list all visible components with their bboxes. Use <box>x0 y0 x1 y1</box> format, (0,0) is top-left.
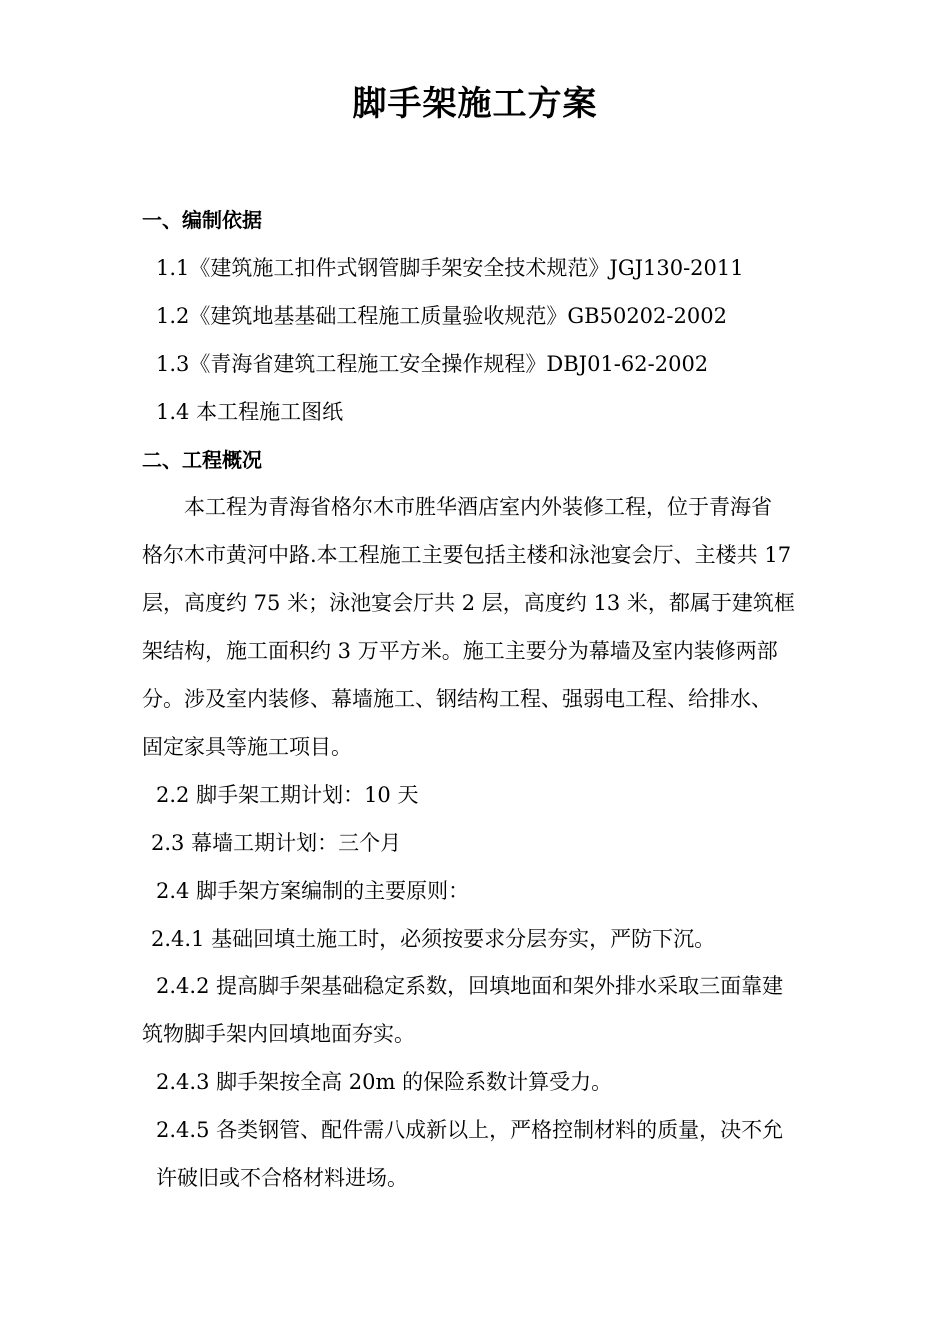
basis-item-1-2: 1.2《建筑地基基础工程施工质量验收规范》GB50202-2002 <box>156 304 727 328</box>
overview-paragraph-line: 固定家具等施工项目。 <box>142 735 352 759</box>
basis-item-1-1: 1.1《建筑施工扣件式钢管脚手架安全技术规范》JGJ130-2011 <box>156 256 744 280</box>
item-2-4-5-line2: 许破旧或不合格材料进场。 <box>156 1166 408 1190</box>
item-2-4: 2.4 脚手架方案编制的主要原则： <box>156 879 470 903</box>
item-2-4-5-line1: 2.4.5 各类钢管、配件需八成新以上，严格控制材料的质量，决不允 <box>156 1118 784 1142</box>
overview-paragraph-line: 架结构，施工面积约 3 万平方米。施工主要分为幕墙及室内装修两部 <box>142 639 778 663</box>
overview-paragraph-line: 格尔木市黄河中路.本工程施工主要包括主楼和泳池宴会厅、主楼共 17 <box>142 543 792 567</box>
document-title: 脚手架施工方案 <box>352 84 598 124</box>
item-2-4-2-line2: 筑物脚手架内回填地面夯实。 <box>142 1022 415 1046</box>
section-heading-overview: 二、工程概况 <box>142 448 262 472</box>
item-2-3: 2.3 幕墙工期计划：三个月 <box>151 831 402 855</box>
overview-paragraph-line: 分。涉及室内装修、幕墙施工、钢结构工程、强弱电工程、给排水、 <box>142 687 772 711</box>
item-2-4-2-line1: 2.4.2 提高脚手架基础稳定系数，回填地面和架外排水采取三面靠建 <box>156 974 784 998</box>
section-heading-basis: 一、编制依据 <box>142 208 262 232</box>
item-2-4-3: 2.4.3 脚手架按全高 20m 的保险系数计算受力。 <box>156 1070 613 1094</box>
basis-item-1-3: 1.3《青海省建筑工程施工安全操作规程》DBJ01-62-2002 <box>156 352 709 376</box>
overview-paragraph-line: 层，高度约 75 米；泳池宴会厅共 2 层，高度约 13 米，都属于建筑框 <box>142 591 795 615</box>
basis-item-1-4: 1.4 本工程施工图纸 <box>156 400 344 424</box>
overview-paragraph-line: 本工程为青海省格尔木市胜华酒店室内外装修工程，位于青海省 <box>184 495 772 519</box>
item-2-2: 2.2 脚手架工期计划：10 天 <box>156 783 419 807</box>
item-2-4-1: 2.4.1 基础回填土施工时，必须按要求分层夯实，严防下沉。 <box>151 927 716 951</box>
